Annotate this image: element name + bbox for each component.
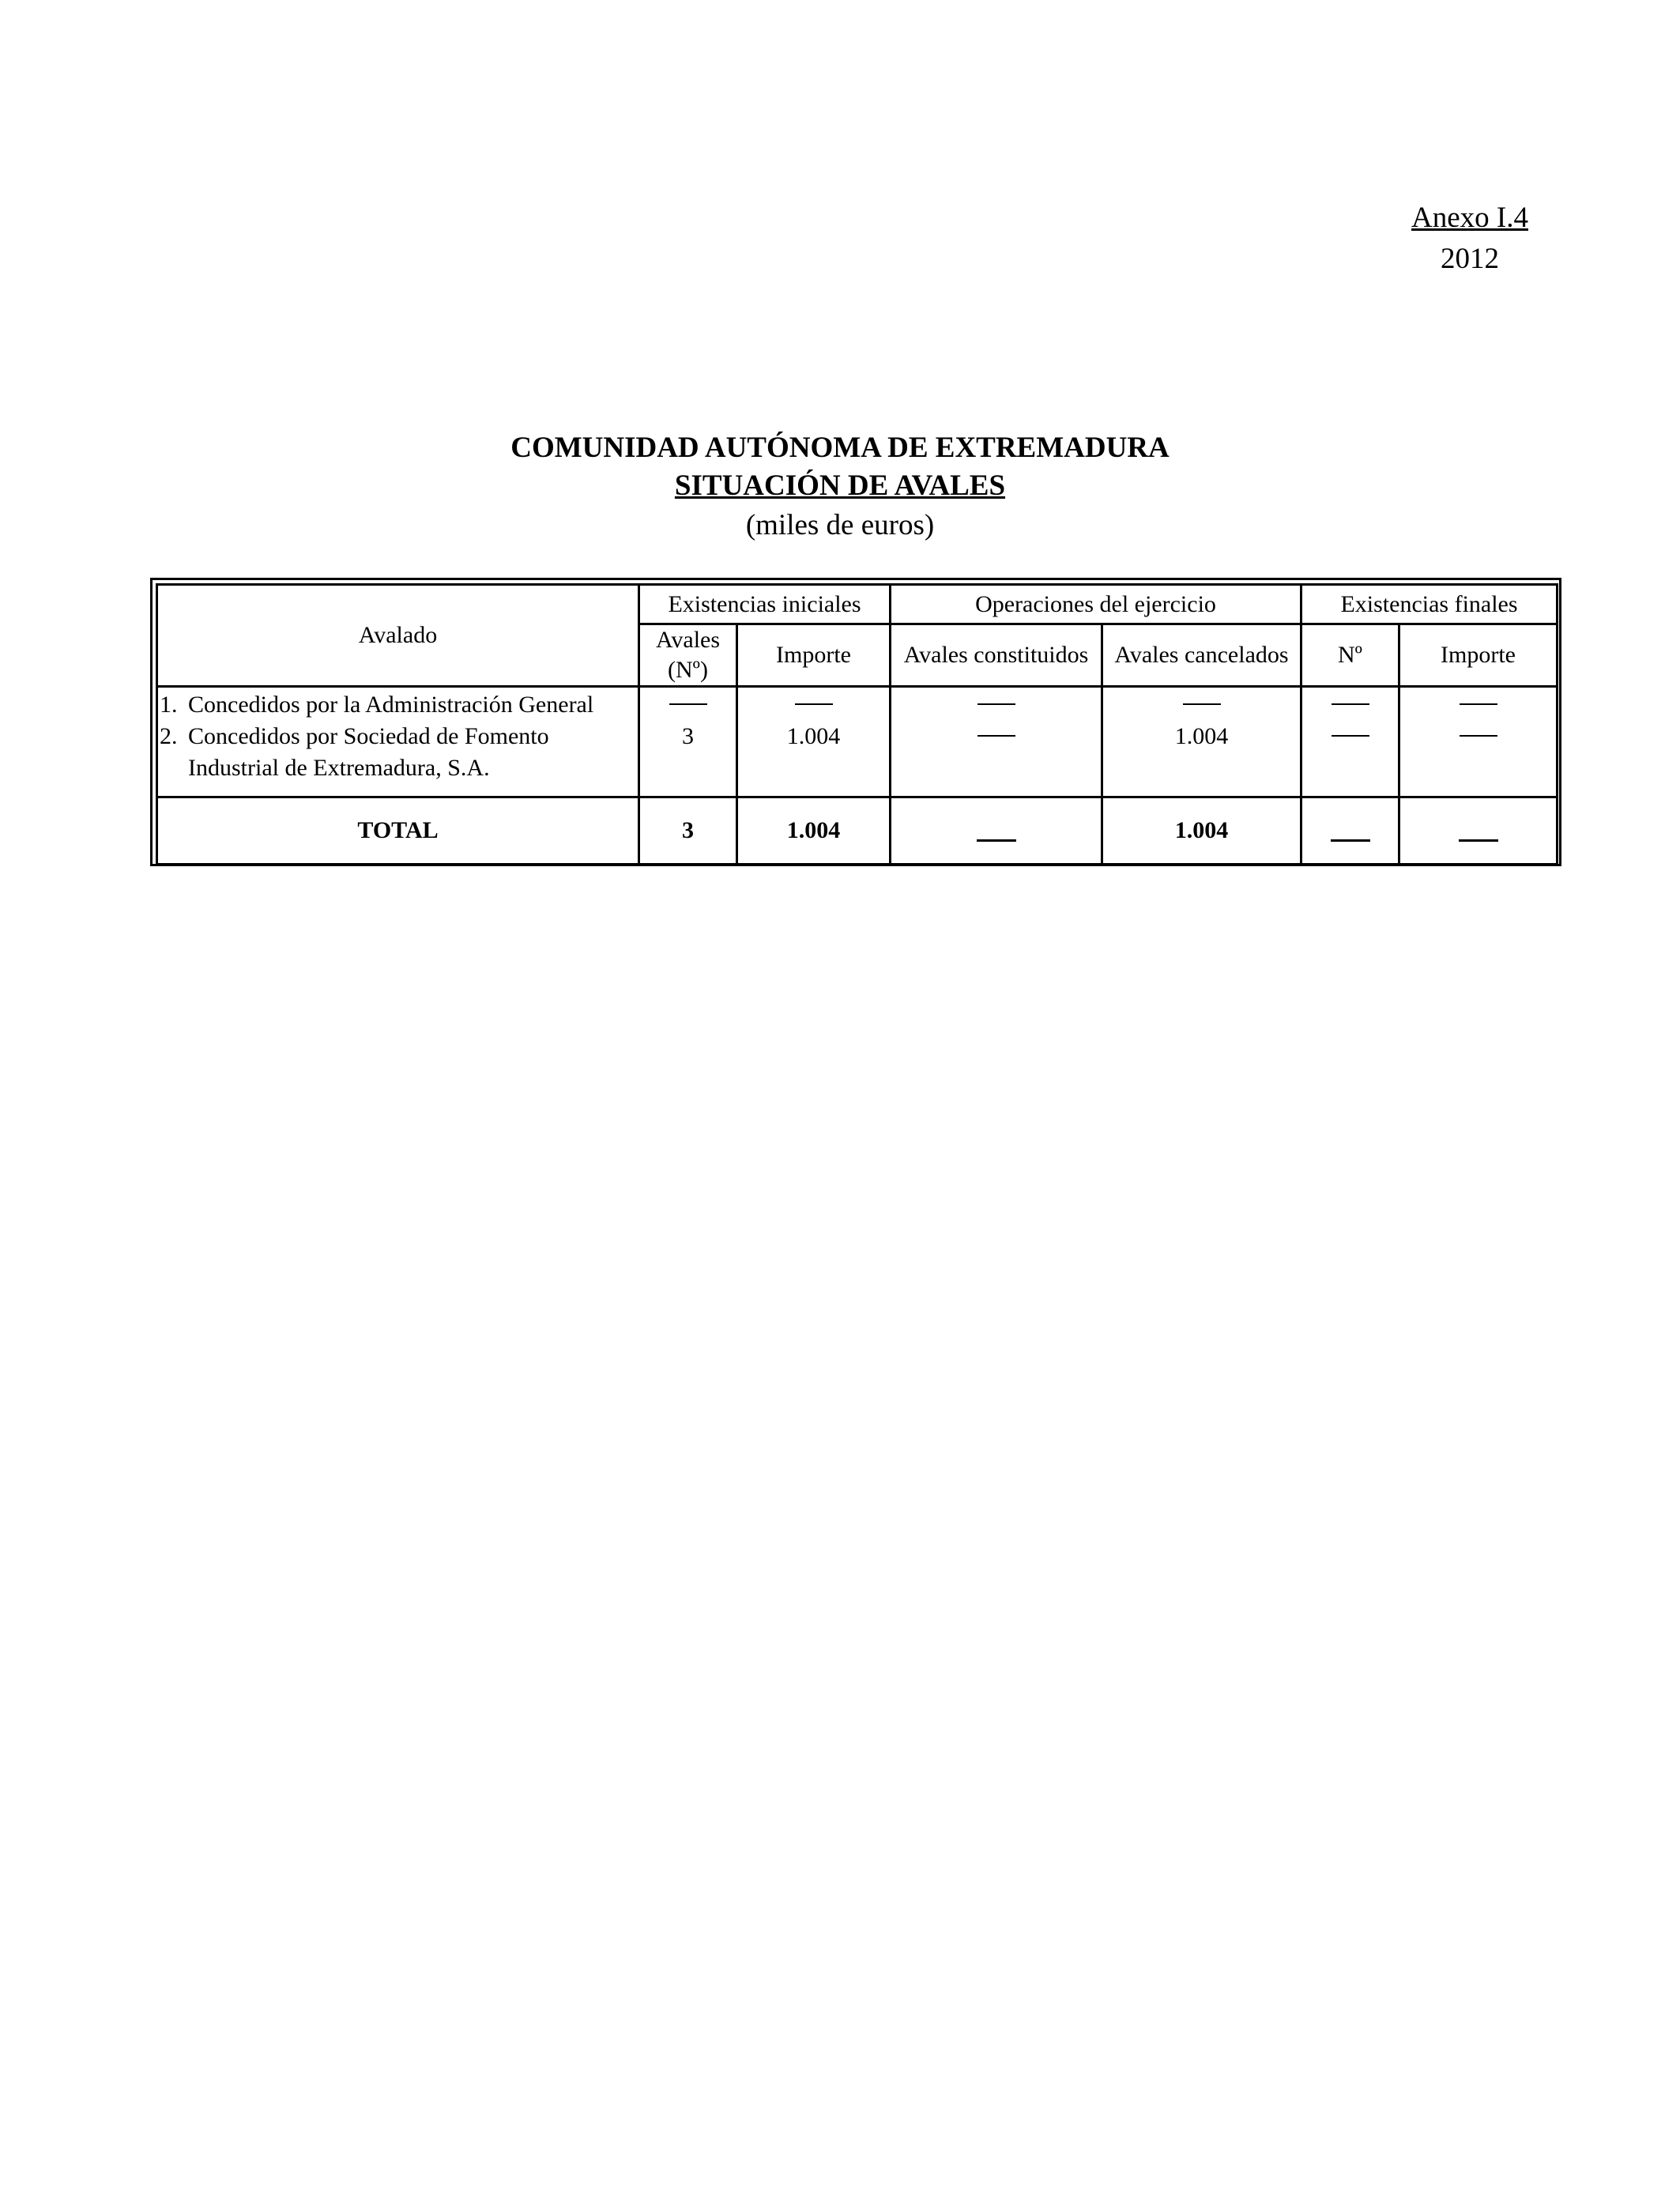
header-importe-iniciales: Importe	[737, 624, 891, 687]
header-avales-n	[639, 624, 737, 687]
annex-year: 2012	[1441, 243, 1499, 275]
empty-value-dash	[977, 816, 1016, 842]
total-importe-finales	[1399, 797, 1558, 865]
total-importe-iniciales: 1.004	[737, 797, 891, 865]
header-avales-cancelados: Avales cancelados	[1102, 624, 1301, 687]
empty-value-dash	[669, 689, 707, 705]
value: 3	[682, 723, 694, 749]
annex-block	[1391, 198, 1549, 280]
header-avales-line1: Avales	[655, 627, 721, 653]
total-numero-finales	[1301, 797, 1399, 865]
header-avalado: Avalado	[157, 585, 639, 687]
total-row	[157, 797, 1558, 865]
item-number: 1.	[160, 692, 178, 718]
empty-value-dash	[795, 689, 833, 705]
list-item	[158, 721, 638, 752]
item-number: 2.	[160, 723, 178, 749]
annex-label: Anexo I.4	[1411, 202, 1528, 234]
table-row	[157, 687, 1558, 797]
empty-value-dash	[1460, 689, 1497, 705]
empty-value-dash	[1332, 689, 1369, 705]
document-title: COMUNIDAD AUTÓNOMA DE EXTREMADURA	[510, 432, 1170, 464]
numero-finales-cell	[1301, 687, 1399, 797]
header-existencias-finales: Existencias finales	[1301, 585, 1558, 624]
header-existencias-iniciales: Existencias iniciales	[639, 585, 891, 624]
value: 1.004	[786, 723, 841, 749]
value: 1.004	[1174, 723, 1229, 749]
header-row-groups	[157, 585, 1558, 624]
item-text: Concedidos por Sociedad de Fomento	[188, 723, 549, 749]
document-subtitle: SITUACIÓN DE AVALES	[674, 469, 1006, 502]
total-avales-n: 3	[639, 797, 737, 865]
avalado-cell	[157, 687, 639, 797]
item-text: Concedidos por la Administración General	[188, 692, 594, 718]
avales-table	[156, 583, 1558, 865]
importe-finales-cell	[1399, 687, 1558, 797]
total-label: TOTAL	[157, 797, 639, 865]
header-avales-constituidos: Avales constituidos	[891, 624, 1102, 687]
total-avales-cancelados: 1.004	[1102, 797, 1301, 865]
avales-cancelados-cell	[1102, 687, 1301, 797]
total-avales-constituidos	[891, 797, 1102, 865]
list-item	[158, 752, 638, 784]
empty-value-dash	[977, 721, 1015, 737]
header-importe-finales: Importe	[1399, 624, 1558, 687]
empty-value-dash	[977, 689, 1015, 705]
header-operaciones-ejercicio: Operaciones del ejercicio	[891, 585, 1301, 624]
avales-table-frame	[150, 578, 1561, 866]
document-unit: (miles de euros)	[745, 509, 935, 541]
empty-value-dash	[1183, 689, 1221, 705]
document-heading	[0, 429, 1680, 546]
list-item	[158, 689, 638, 721]
importe-iniciales-cell	[737, 687, 891, 797]
item-text: Industrial de Extremadura, S.A.	[188, 755, 490, 781]
avales-constituidos-cell	[891, 687, 1102, 797]
empty-value-dash	[1331, 816, 1370, 842]
avales-n-cell	[639, 687, 737, 797]
empty-value-dash	[1460, 721, 1497, 737]
header-numero-finales: Nº	[1301, 624, 1399, 687]
header-avales-line2: (Nº)	[668, 657, 708, 683]
empty-value-dash	[1332, 721, 1369, 737]
empty-value-dash	[1459, 816, 1498, 842]
